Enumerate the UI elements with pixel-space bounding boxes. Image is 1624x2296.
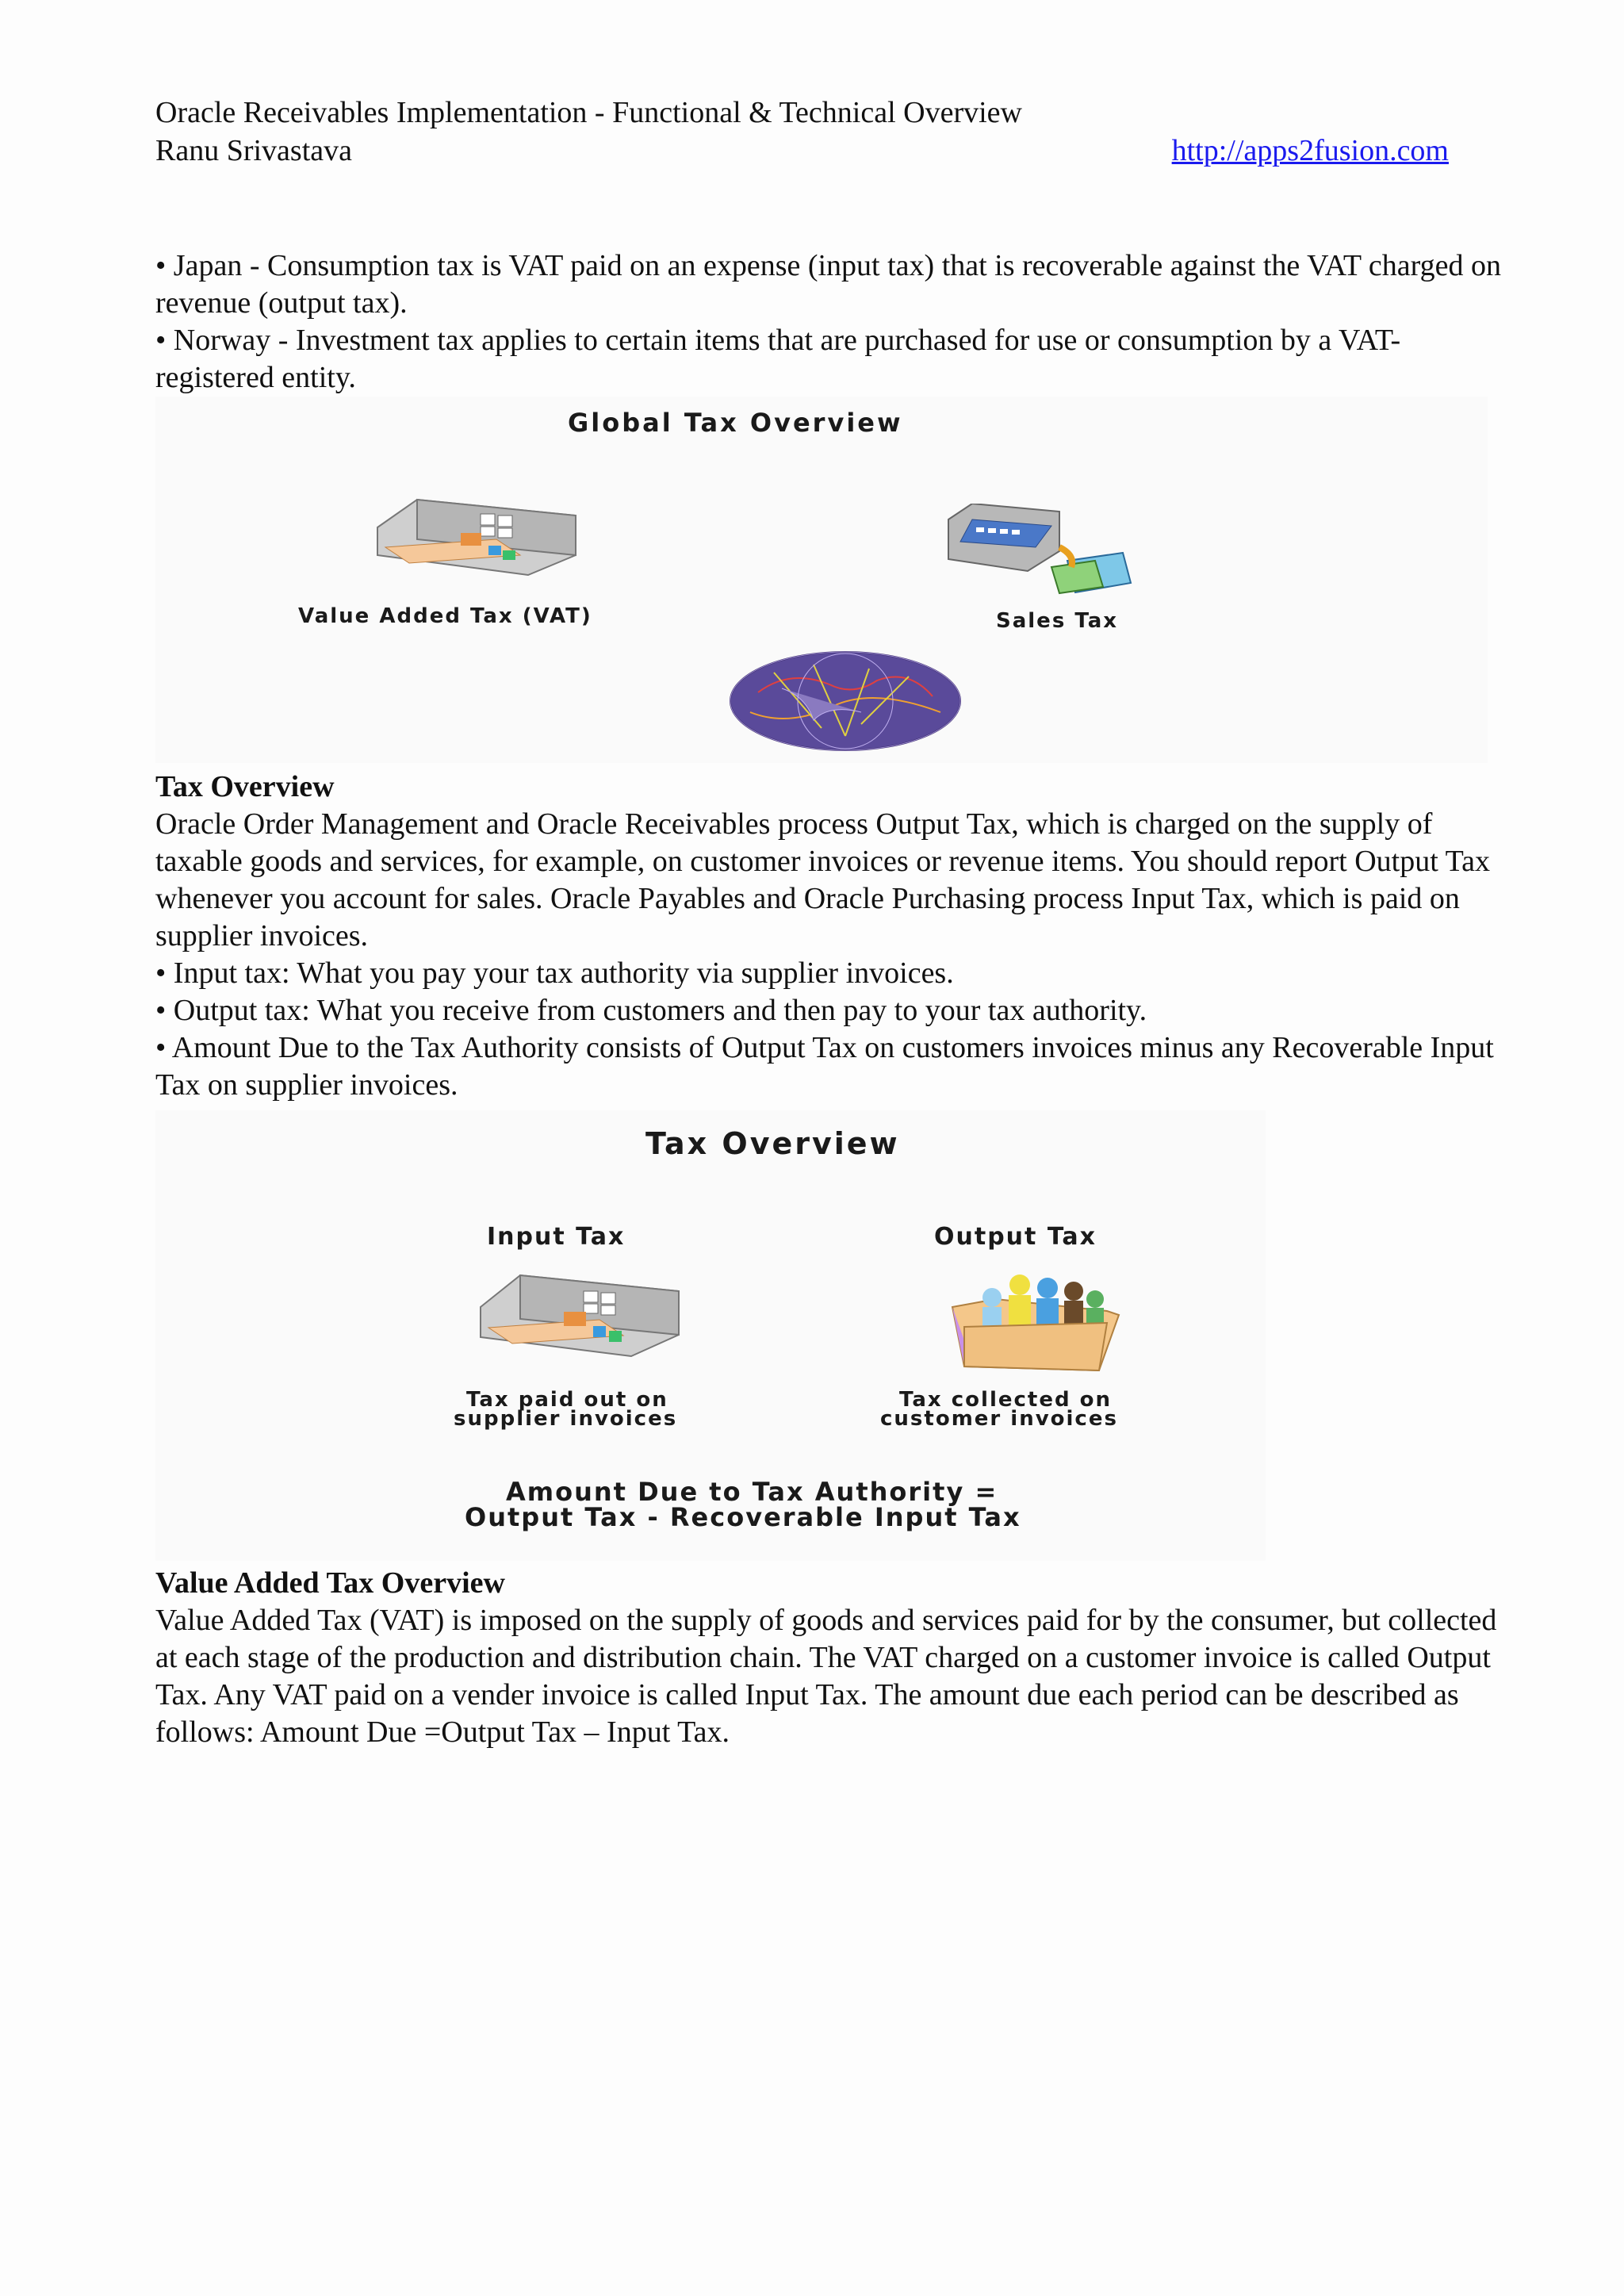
warehouse-icon (370, 492, 584, 579)
formula-line1: Amount Due to Tax Authority = (506, 1477, 998, 1507)
bullet-japan: • Japan - Consumption tax is VAT paid on an expense (input tax) that is recoverable against the VAT charged on revenue (output tax). (155, 249, 1501, 320)
vat-overview-paragraph: Value Added Tax (VAT) is imposed on the supply of goods and services paid for by the consumer, but collected at each stage of the production and distribution chain. The VAT charged on a customer invoice is called Output Tax. Any VAT paid on a vender invoice is called Input Tax. The amount due each period can be described as follows: Amount Due =Output Tax – Input Tax. (155, 1604, 1497, 1749)
header-link[interactable]: http://apps2fusion.com (1171, 134, 1449, 167)
globe-icon (726, 649, 964, 753)
cash-register-icon (940, 504, 1139, 599)
tax-overview-figure (155, 1110, 1266, 1561)
global-tax-figure (155, 397, 1488, 763)
author-name: Ranu Srivastava (155, 134, 353, 167)
output-caption-line1: Tax collected on (899, 1388, 1112, 1412)
tax-overview-heading: Tax Overview (155, 770, 335, 803)
bullet-amount-due: • Amount Due to the Tax Authority consists of Output Tax on customers invoices minus any Recoverable Input Tax on supplier invoices. (155, 1031, 1494, 1102)
page-header (155, 94, 1519, 170)
input-caption-line1: Tax paid out on (466, 1388, 668, 1412)
bullet-norway: • Norway - Investment tax applies to certain items that are purchased for use or consumption by a VAT-registered entity. (155, 324, 1401, 394)
input-tax-heading: Input Tax (487, 1223, 626, 1251)
warehouse-icon (473, 1267, 687, 1363)
output-caption-line2: customer invoices (880, 1407, 1118, 1431)
bullet-output-tax: • Output tax: What you receive from customers and then pay to your tax authority. (155, 994, 1147, 1027)
vat-label: Value Added Tax (VAT) (298, 604, 592, 628)
people-folder-icon (948, 1267, 1131, 1374)
formula-line2: Output Tax - Recoverable Input Tax (465, 1502, 1021, 1532)
vat-overview-heading: Value Added Tax Overview (155, 1566, 505, 1600)
document-page (155, 94, 1519, 1751)
figure-title: Global Tax Overview (568, 408, 903, 438)
input-caption-line2: supplier invoices (454, 1407, 678, 1431)
tax-overview-paragraph: Oracle Order Management and Oracle Receivables process Output Tax, which is charged on the supply of taxable goods and services, for example, on customer invoices or revenue items. You should report Output Tax whenever you account for sales. Oracle Payables and Oracle Purchasing process Input Tax, which is paid on supplier invoices. (155, 807, 1491, 953)
sales-tax-label: Sales Tax (996, 609, 1119, 633)
bullet-input-tax: • Input tax: What you pay your tax authority via supplier invoices. (155, 956, 954, 990)
output-tax-heading: Output Tax (934, 1223, 1097, 1251)
document-title: Oracle Receivables Implementation - Functional & Technical Overview (155, 96, 1022, 129)
figure-title: Tax Overview (645, 1126, 900, 1161)
